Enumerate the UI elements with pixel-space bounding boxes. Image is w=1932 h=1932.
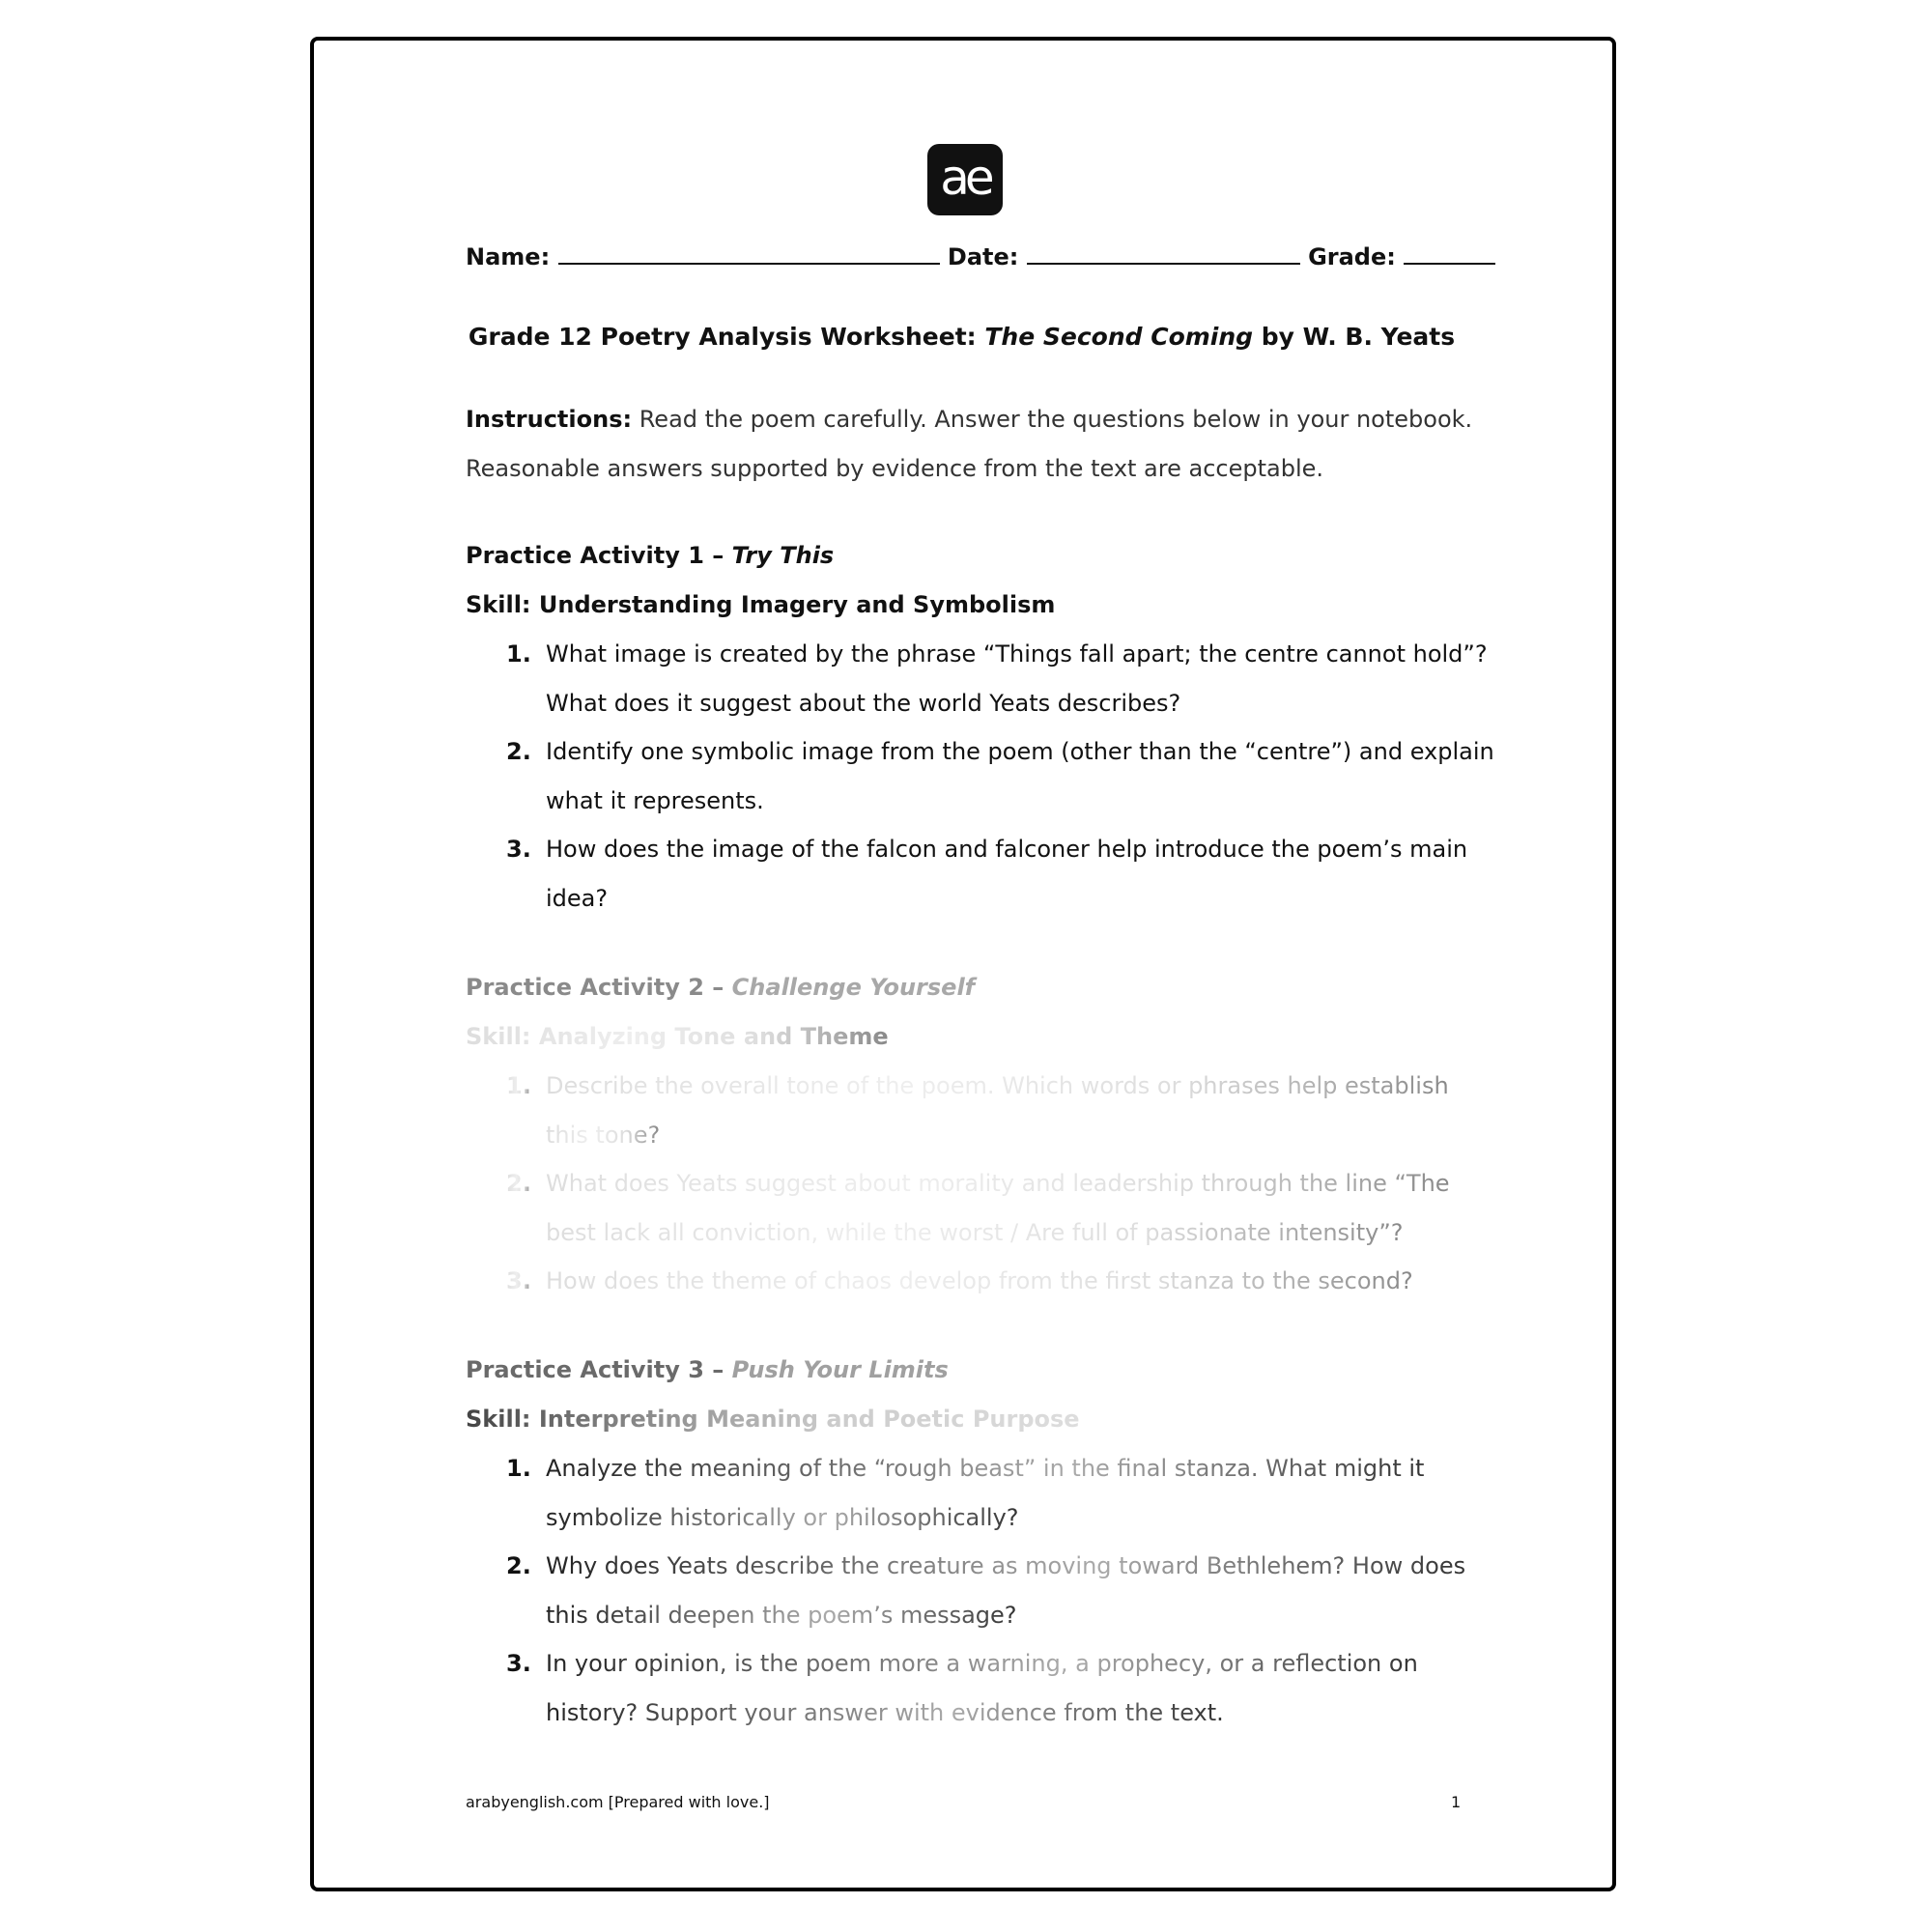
student-info-row (466, 242, 1495, 270)
question-text: this tone? (546, 1121, 661, 1149)
question-text: In your opinion, is the poem more a warning, a prophecy, or a reflection on (546, 1650, 1418, 1677)
name-label: Name: (466, 243, 551, 270)
instructions (466, 406, 1472, 433)
question-text: What image is created by the phrase “Things fall apart; the centre cannot hold”? (546, 640, 1488, 668)
activity-title: Practice Activity 2 – (466, 974, 732, 1001)
question-number: 2. (506, 1552, 531, 1579)
activity-subtitle: Try This (731, 542, 835, 569)
question-text: best lack all conviction, while the worst / Are full of passionate intensity”? (546, 1218, 1404, 1246)
question-number: 2. (506, 1170, 531, 1197)
title-suffix: by W. B. Yeats (1253, 323, 1456, 351)
question-number: 3. (506, 1650, 531, 1677)
question-text: How does the theme of chaos develop from the first stanza to the second? (546, 1267, 1413, 1294)
question-text: history? Support your answer with evidence from the text. (546, 1698, 1224, 1726)
skill-heading: Skill: Understanding Imagery and Symbolism (466, 591, 1056, 618)
question-number: 1. (506, 1072, 531, 1099)
question-number: 2. (506, 738, 531, 765)
title-prefix: Grade 12 Poetry Analysis Worksheet: (468, 323, 985, 351)
question-text: what it represents. (546, 786, 764, 814)
activity-subtitle: Challenge Yourself (731, 974, 976, 1001)
question-text: symbolize historically or philosophically? (546, 1503, 1019, 1531)
instructions-text: Read the poem carefully. Answer the questions below in your notebook. (632, 406, 1473, 433)
activity-title: Practice Activity 1 – (466, 542, 732, 569)
activity-title: Practice Activity 3 – (466, 1356, 732, 1383)
question-number: 1. (506, 1455, 531, 1482)
date-field[interactable] (1027, 242, 1300, 265)
question-text: Describe the overall tone of the poem. Which words or phrases help establish (546, 1072, 1449, 1099)
name-field[interactable] (558, 242, 940, 265)
question-text: What does Yeats suggest about morality and leadership through the line “The (546, 1170, 1450, 1197)
question-text: idea? (546, 884, 609, 912)
grade-field[interactable] (1404, 242, 1495, 265)
question-number: 1. (506, 640, 531, 668)
logo: ae (927, 144, 1003, 215)
page-number: 1 (1451, 1793, 1462, 1811)
activity-heading (466, 974, 975, 1001)
page-title (466, 323, 1458, 351)
question-text: Why does Yeats describe the creature as moving toward Bethlehem? How does (546, 1552, 1466, 1579)
footer-source: arabyenglish.com [Prepared with love.] (466, 1793, 770, 1811)
instructions-text-2: Reasonable answers supported by evidence from the text are acceptable. (466, 455, 1324, 482)
question-text: Identify one symbolic image from the poem (other than the “centre”) and explain (546, 738, 1494, 765)
skill-heading: Skill: Analyzing Tone and Theme (466, 1023, 889, 1050)
activity-heading (466, 542, 834, 569)
instructions-label: Instructions: (466, 406, 633, 433)
question-text: Analyze the meaning of the “rough beast” in the final stanza. What might it (546, 1455, 1425, 1482)
activity-subtitle: Push Your Limits (731, 1356, 949, 1383)
question-number: 3. (506, 836, 531, 863)
question-text: How does the image of the falcon and falconer help introduce the poem’s main (546, 836, 1468, 863)
question-text: What does it suggest about the world Yeats describes? (546, 689, 1181, 717)
date-label: Date: (947, 243, 1019, 270)
activity-heading (466, 1356, 949, 1383)
question-text: this detail deepen the poem’s message? (546, 1601, 1017, 1629)
grade-label: Grade: (1308, 243, 1396, 270)
question-number: 3. (506, 1267, 531, 1294)
poem-title: The Second Coming (984, 323, 1254, 351)
skill-heading: Skill: Interpreting Meaning and Poetic Purpose (466, 1406, 1080, 1433)
